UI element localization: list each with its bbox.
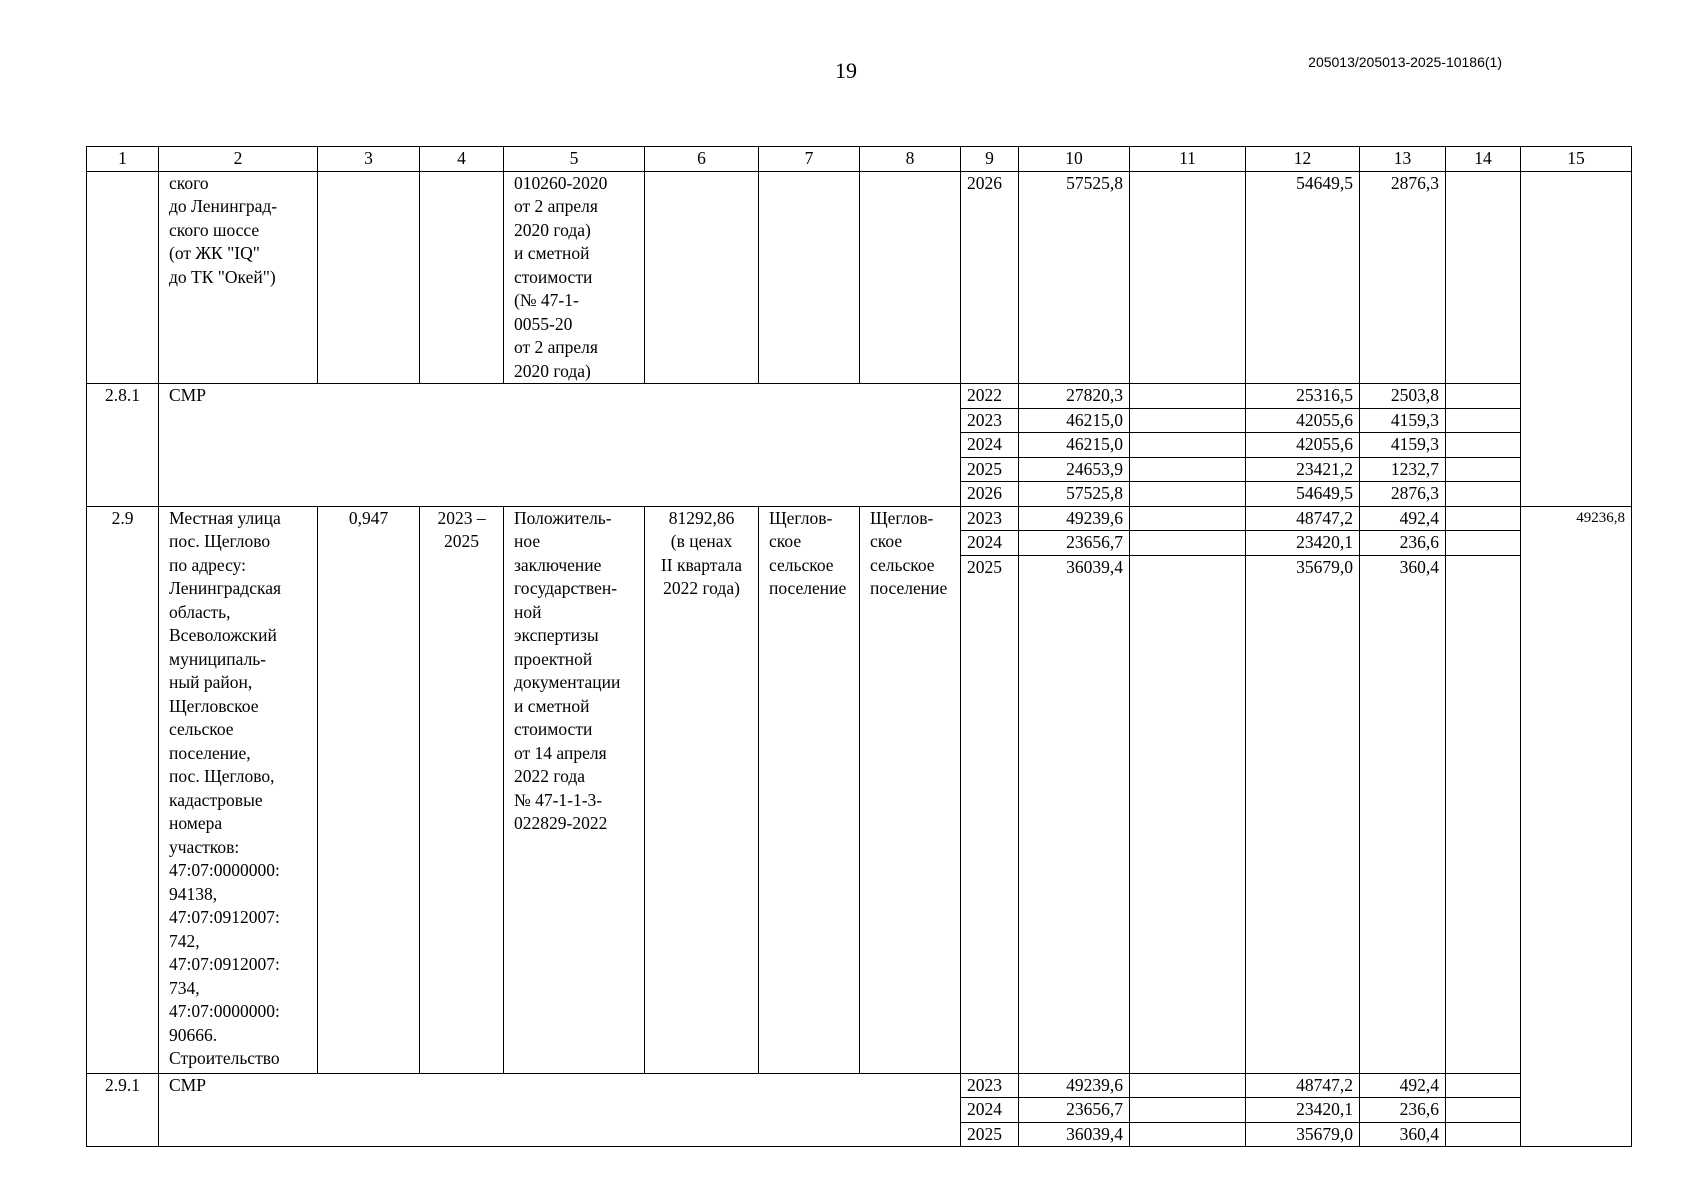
col-header: 10 xyxy=(1019,147,1130,172)
customer-cell: Щеглов- ское сельское поселение xyxy=(759,506,860,1073)
total-cell: 57525,8 xyxy=(1019,171,1130,384)
regional-cell: 35679,0 xyxy=(1246,555,1360,1073)
estimated-cost-cell: 81292,86 (в ценах II квартала 2022 года) xyxy=(645,506,759,1073)
local-cell: 492,4 xyxy=(1360,1073,1446,1098)
col-header: 7 xyxy=(759,147,860,172)
col-header: 11 xyxy=(1130,147,1246,172)
year-cell: 2024 xyxy=(961,433,1019,458)
table-row xyxy=(87,171,1632,384)
expertise-cont: 010260-2020 от 2 апреля 2020 года) и сметной стоимости (№ 47-1- 0055-20 от 2 апреля 2020 года) xyxy=(504,171,645,384)
regional-cell: 25316,5 xyxy=(1246,384,1360,409)
col-header: 3 xyxy=(318,147,420,172)
regional-cell: 48747,2 xyxy=(1246,506,1360,531)
total-cell: 23656,7 xyxy=(1019,531,1130,556)
period-cell: 2023 – 2025 xyxy=(420,506,504,1073)
balance-cell: 49236,8 xyxy=(1521,506,1632,1147)
total-cell: 36039,4 xyxy=(1019,555,1130,1073)
col-header: 2 xyxy=(159,147,318,172)
regional-cell: 54649,5 xyxy=(1246,171,1360,384)
total-cell: 36039,4 xyxy=(1019,1122,1130,1147)
year-cell: 2024 xyxy=(961,1098,1019,1123)
row-number: 2.8.1 xyxy=(87,384,159,507)
page-number: 19 xyxy=(835,58,857,83)
total-cell: 27820,3 xyxy=(1019,384,1130,409)
year-cell: 2025 xyxy=(961,555,1019,1073)
year-cell: 2024 xyxy=(961,531,1019,556)
col-header: 13 xyxy=(1360,147,1446,172)
col-header: 9 xyxy=(961,147,1019,172)
local-cell: 360,4 xyxy=(1360,1122,1446,1147)
col-header: 4 xyxy=(420,147,504,172)
local-cell: 1232,7 xyxy=(1360,457,1446,482)
investment-table xyxy=(86,146,1632,1147)
local-cell: 492,4 xyxy=(1360,506,1446,531)
regional-cell: 23420,1 xyxy=(1246,531,1360,556)
total-cell: 57525,8 xyxy=(1019,482,1130,507)
row-number: 2.9 xyxy=(87,506,159,1073)
year-cell: 2023 xyxy=(961,1073,1019,1098)
regional-cell: 48747,2 xyxy=(1246,1073,1360,1098)
local-cell: 236,6 xyxy=(1360,1098,1446,1123)
table-row xyxy=(87,506,1632,531)
total-cell: 46215,0 xyxy=(1019,408,1130,433)
year-cell: 2025 xyxy=(961,457,1019,482)
row-name: СМР xyxy=(159,1073,961,1147)
year-cell: 2026 xyxy=(961,171,1019,384)
row-name: СМР xyxy=(159,384,961,507)
total-cell: 49239,6 xyxy=(1019,506,1130,531)
col-header: 8 xyxy=(860,147,961,172)
regional-cell: 23420,1 xyxy=(1246,1098,1360,1123)
year-cell: 2023 xyxy=(961,408,1019,433)
builder-cell: Щеглов- ское сельское поселение xyxy=(860,506,961,1073)
regional-cell: 42055,6 xyxy=(1246,408,1360,433)
object-name: Местная улица пос. Щеглово по адресу: Ленинградская область, Всеволожский муниципаль- ный район, Щегловское сельское поселение, пос. Щеглово, кадастровые номера участков: 47:07:0000000: 94138, 47:07:0912007: 742, 47:07:0912007: 734, 47:07:0000000: 90666. Строительство xyxy=(159,506,318,1073)
table-row xyxy=(87,1073,1632,1098)
regional-cell: 23421,2 xyxy=(1246,457,1360,482)
document-id: 205013/205013-2025-10186(1) xyxy=(1308,54,1502,70)
regional-cell: 35679,0 xyxy=(1246,1122,1360,1147)
local-cell: 2876,3 xyxy=(1360,171,1446,384)
year-cell: 2025 xyxy=(961,1122,1019,1147)
col-header: 6 xyxy=(645,147,759,172)
object-name-cont: ского до Ленинград- ского шоссе (от ЖК "IQ" до ТК "Окей") xyxy=(159,171,318,384)
regional-cell: 42055,6 xyxy=(1246,433,1360,458)
total-cell: 49239,6 xyxy=(1019,1073,1130,1098)
expertise-cell: Положитель- ное заключение государствен- ной экспертизы проектной документации и сметной стоимости от 14 апреля 2022 года № 47-1-1-3- 022829-2022 xyxy=(504,506,645,1073)
capacity-cell: 0,947 xyxy=(318,506,420,1073)
total-cell: 24653,9 xyxy=(1019,457,1130,482)
col-header: 5 xyxy=(504,147,645,172)
local-cell: 236,6 xyxy=(1360,531,1446,556)
header-row xyxy=(87,147,1632,172)
year-cell: 2026 xyxy=(961,482,1019,507)
local-cell: 4159,3 xyxy=(1360,433,1446,458)
local-cell: 4159,3 xyxy=(1360,408,1446,433)
local-cell: 2503,8 xyxy=(1360,384,1446,409)
row-number: 2.9.1 xyxy=(87,1073,159,1147)
col-header: 12 xyxy=(1246,147,1360,172)
local-cell: 360,4 xyxy=(1360,555,1446,1073)
year-cell: 2022 xyxy=(961,384,1019,409)
year-cell: 2023 xyxy=(961,506,1019,531)
col-header: 1 xyxy=(87,147,159,172)
total-cell: 23656,7 xyxy=(1019,1098,1130,1123)
col-header: 14 xyxy=(1446,147,1521,172)
local-cell: 2876,3 xyxy=(1360,482,1446,507)
col-header: 15 xyxy=(1521,147,1632,172)
table-row xyxy=(87,384,1632,409)
regional-cell: 54649,5 xyxy=(1246,482,1360,507)
total-cell: 46215,0 xyxy=(1019,433,1130,458)
